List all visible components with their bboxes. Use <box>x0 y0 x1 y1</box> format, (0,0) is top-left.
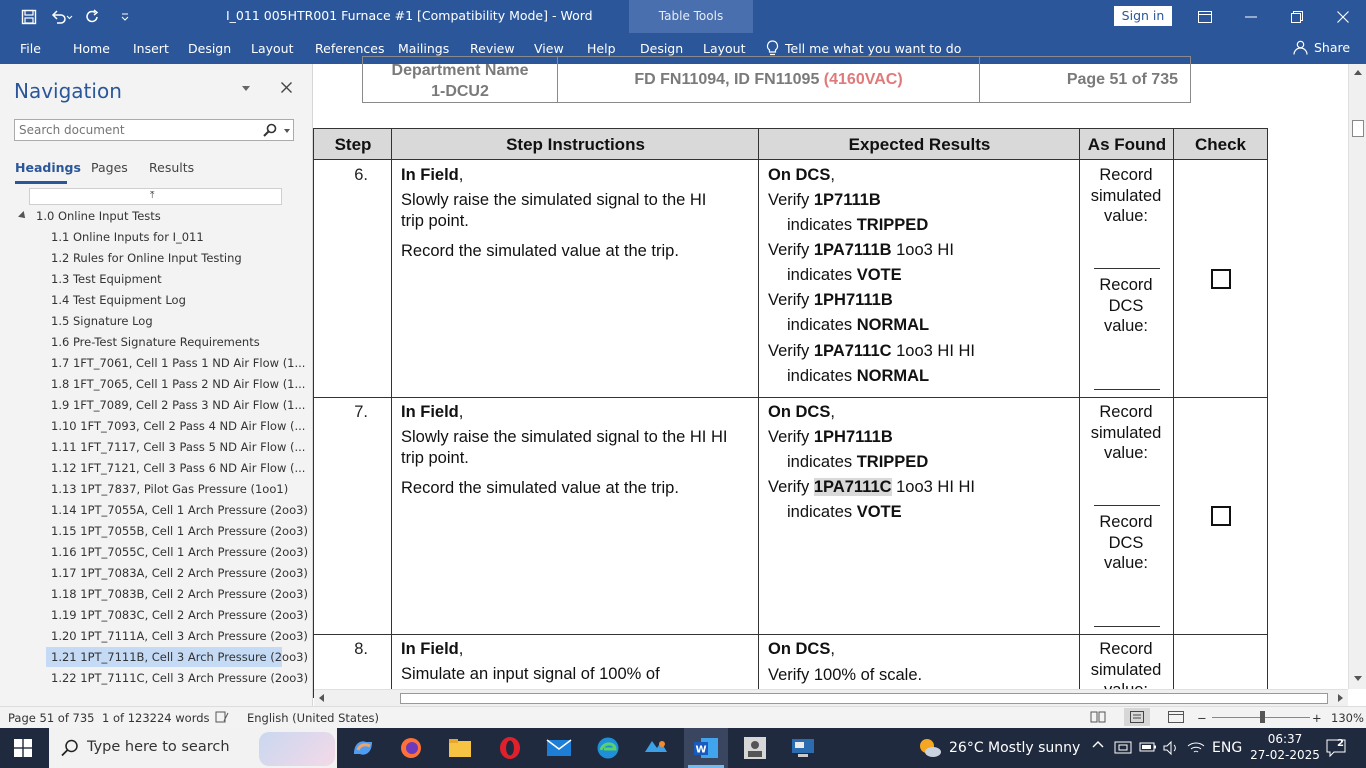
heading-item[interactable]: 1.8 1FT_7065, Cell 1 Pass 2 ND Air Flow (1... <box>51 377 306 391</box>
column-divider <box>758 129 759 699</box>
save-icon <box>21 9 37 25</box>
instruction-text: Slowly raise the simulated signal to the HI <box>401 191 707 209</box>
search-document-box <box>14 119 294 141</box>
dcs-value-field[interactable] <box>1094 626 1160 627</box>
verify-line: Verify 100% of scale. <box>768 666 923 684</box>
check-checkbox[interactable] <box>1211 269 1231 289</box>
sign-in-button[interactable]: Sign in <box>1114 6 1172 26</box>
instruction-text: Record the simulated value at the trip. <box>401 479 679 497</box>
zoom-slider-thumb[interactable] <box>1260 711 1265 723</box>
page-header-table <box>362 56 1191 103</box>
nav-tab-headings[interactable]: Headings <box>15 160 81 175</box>
taskbar-search-placeholder: Type here to search <box>87 739 230 755</box>
start-button[interactable] <box>14 739 32 760</box>
department-cell <box>363 57 558 102</box>
tab-review[interactable]: Review <box>470 41 515 56</box>
weather-text[interactable]: 26°C Mostly sunny <box>949 740 1081 756</box>
nav-tab-results[interactable]: Results <box>149 160 195 175</box>
print-layout-icon[interactable] <box>1124 708 1150 726</box>
verify-line: Verify 1PA7111C 1oo3 HI HI <box>768 478 976 496</box>
nav-tab-active-indicator <box>15 181 67 184</box>
on-dcs-label: On DCS, <box>768 403 835 421</box>
edge-taskbar-icon[interactable] <box>595 736 621 760</box>
word-taskbar-icon[interactable] <box>693 736 719 760</box>
tab-table-layout[interactable]: Layout <box>703 41 746 56</box>
lightbulb-icon <box>766 40 779 56</box>
col-header-check: Check <box>1174 129 1267 160</box>
column-divider <box>1173 129 1174 699</box>
simulated-value-field[interactable] <box>1094 505 1160 506</box>
document-title: I_011 005HTR001 Furnace #1 [Compatibility Mode] - Word <box>226 8 593 23</box>
record-simulated-label: Record simulated value: <box>1090 403 1162 462</box>
instruction-text: trip point. <box>401 212 469 230</box>
record-dcs-label: Record DCS value: <box>1099 276 1153 335</box>
indicates-line: indicates NORMAL <box>787 367 930 385</box>
instruction-text: Record the simulated value at the trip. <box>401 242 679 260</box>
heading-label: 1.0 Online Input Tests <box>36 209 161 223</box>
restore-button[interactable] <box>1274 0 1320 33</box>
in-field-label: In Field, <box>401 166 464 184</box>
network-device-icon[interactable] <box>1114 740 1132 760</box>
heading-item[interactable]: 1.13 1PT_7837, Pilot Gas Pressure (1oo1) <box>51 482 289 496</box>
heading-item[interactable]: 1.22 1PT_7111C, Cell 3 Arch Pressure (2oo3) <box>51 671 309 685</box>
vertical-scroll-thumb[interactable] <box>1352 120 1364 137</box>
mail-taskbar-icon[interactable] <box>546 736 572 760</box>
undo-icon <box>50 9 72 25</box>
heading-item[interactable]: 1.1 Online Inputs for I_011 <box>51 230 204 244</box>
person-icon <box>1293 40 1308 55</box>
heading-item[interactable]: 1.11 1FT_7117, Cell 3 Pass 5 ND Air Flow (... <box>51 440 306 454</box>
zoom-out-button[interactable]: − <box>1197 711 1207 725</box>
search-icon[interactable] <box>263 123 277 140</box>
heading-item[interactable]: 1.6 Pre-Test Signature Requirements <box>51 335 260 349</box>
heading-item[interactable]: 1.7 1FT_7061, Cell 1 Pass 1 ND Air Flow (1... <box>51 356 306 370</box>
heading-item[interactable]: 1.19 1PT_7083C, Cell 2 Arch Pressure (2oo3) <box>51 608 309 622</box>
verify-line: Verify 1PA7111B 1oo3 HI <box>768 241 954 259</box>
apps-taskbar-icon[interactable] <box>643 736 669 760</box>
step-number: 6. <box>354 166 368 184</box>
col-header-instructions: Step Instructions <box>392 129 759 160</box>
document-canvas[interactable] <box>314 64 1348 689</box>
heading-item[interactable]: 1.9 1FT_7089, Cell 2 Pass 3 ND Air Flow (1... <box>51 398 306 412</box>
clock-date[interactable]: 27-02-2025 <box>1250 748 1320 762</box>
redo-button[interactable] <box>77 0 109 33</box>
chevron-down-icon <box>120 12 130 22</box>
show-hidden-icons-button[interactable] <box>1091 737 1105 753</box>
on-dcs-label: On DCS, <box>768 166 835 184</box>
dcs-value-field[interactable] <box>1094 389 1160 390</box>
horizontal-scrollbar[interactable] <box>314 689 1348 706</box>
page-count[interactable]: Page 51 of 735 <box>8 711 95 725</box>
web-layout-icon[interactable] <box>1168 710 1184 727</box>
svg-text:W: W <box>695 744 707 756</box>
indicates-line: indicates VOTE <box>787 503 902 521</box>
language-indicator[interactable]: English (United States) <box>247 711 380 725</box>
opera-taskbar-icon[interactable] <box>497 736 523 760</box>
windows-taskbar <box>0 728 1366 768</box>
read-mode-icon[interactable] <box>1090 710 1106 727</box>
quick-access-toolbar <box>0 0 141 33</box>
heading-item[interactable]: 1.16 1PT_7055C, Cell 1 Arch Pressure (2oo3) <box>51 545 309 559</box>
simulated-value-field[interactable] <box>1094 268 1160 269</box>
record-simulated-label: Record simulated value: <box>1090 166 1162 225</box>
zoom-level[interactable]: 130% <box>1331 711 1364 725</box>
col-header-expected: Expected Results <box>759 129 1080 160</box>
tab-insert[interactable]: Insert <box>133 41 169 56</box>
firefox-taskbar-icon[interactable] <box>398 736 424 760</box>
record-simulated-label: Record simulated <box>1090 640 1162 679</box>
heading-item[interactable]: 1.4 Test Equipment Log <box>51 293 186 307</box>
in-field-label: In Field, <box>401 403 464 421</box>
col-header-step: Step <box>314 129 392 160</box>
customize-qat-button[interactable] <box>109 0 141 33</box>
save-button[interactable] <box>13 0 45 33</box>
share-label: Share <box>1314 40 1351 55</box>
department-unit: 1-DCU2 <box>431 83 489 100</box>
undo-button[interactable] <box>45 0 77 33</box>
indicates-line: indicates NORMAL <box>787 316 930 334</box>
heading-item[interactable]: 1.2 Rules for Online Input Testing <box>51 251 242 265</box>
search-highlight-image <box>259 732 335 766</box>
page-number-cell: Page 51 of 735 <box>1066 71 1178 88</box>
vertical-scrollbar[interactable] <box>1348 64 1366 689</box>
verify-line: Verify 1PA7111C 1oo3 HI HI <box>768 342 976 360</box>
close-window-button[interactable] <box>1320 0 1366 33</box>
record-dcs-label: Record DCS value: <box>1099 513 1153 572</box>
weather-icon[interactable] <box>918 737 942 759</box>
windows-logo-icon <box>14 739 32 757</box>
row-divider <box>314 634 1267 635</box>
search-icon <box>61 739 79 757</box>
collapse-up-icon: ⤒ <box>150 190 155 201</box>
tab-layout[interactable]: Layout <box>251 41 294 56</box>
heading-item[interactable]: 1.17 1PT_7083A, Cell 2 Arch Pressure (2oo3) <box>51 566 308 580</box>
instruction-text: trip point. <box>401 449 469 467</box>
heading-item[interactable]: 1.10 1FT_7093, Cell 2 Pass 4 ND Air Flow (... <box>51 419 306 433</box>
on-dcs-label: On DCS, <box>768 640 835 658</box>
tab-help[interactable]: Help <box>587 41 616 56</box>
department-name: Department Name <box>391 62 529 79</box>
file-explorer-taskbar-icon[interactable] <box>447 736 473 760</box>
input-language-indicator[interactable]: ENG <box>1212 740 1243 756</box>
indicates-line: indicates TRIPPED <box>787 216 929 234</box>
step-number: 7. <box>354 403 368 421</box>
share-button[interactable] <box>1293 40 1350 55</box>
notification-count-badge: 2 <box>1337 738 1344 749</box>
redo-icon <box>85 9 101 25</box>
navigation-options-dropdown[interactable] <box>242 86 250 91</box>
instruction-text: Simulate an input signal of 100% of <box>401 665 660 683</box>
scroll-down-icon[interactable] <box>1354 676 1362 681</box>
column-divider <box>391 129 392 699</box>
verify-line: Verify 1P7111B <box>768 191 881 209</box>
clock-time[interactable]: 06:37 <box>1267 732 1303 746</box>
step-number: 8. <box>354 640 368 658</box>
word-count[interactable]: 1 of 123224 words <box>102 711 210 725</box>
voltage-text: (4160VAC) <box>823 71 903 88</box>
row-divider <box>314 397 1267 398</box>
verify-line: Verify 1PH7111B <box>768 291 893 309</box>
remote-app-taskbar-icon[interactable] <box>790 736 816 760</box>
navigation-title: Navigation <box>14 79 122 103</box>
heading-item[interactable] <box>15 206 285 226</box>
restore-icon <box>1291 11 1303 23</box>
tab-mailings[interactable]: Mailings <box>398 41 450 56</box>
zoom-in-button[interactable]: + <box>1312 711 1322 725</box>
tab-design[interactable]: Design <box>188 41 232 56</box>
minimize-button[interactable] <box>1228 0 1274 33</box>
ribbon-display-icon <box>1198 11 1212 23</box>
heading-item[interactable]: 1.12 1FT_7121, Cell 3 Pass 6 ND Air Flow (... <box>51 461 306 475</box>
ribbon-display-options-button[interactable] <box>1182 0 1228 33</box>
heading-item[interactable]: 1.3 Test Equipment <box>51 272 162 286</box>
heading-item-selected[interactable]: 1.21 1PT_7111B, Cell 3 Arch Pressure (2oo3) <box>46 647 282 667</box>
contacts-taskbar-icon[interactable] <box>742 736 768 760</box>
wifi-icon[interactable] <box>1187 740 1205 760</box>
test-steps-table <box>313 128 1268 698</box>
indicates-line: indicates TRIPPED <box>787 453 929 471</box>
horizontal-scroll-thumb[interactable] <box>400 693 1328 704</box>
fd-id-text: FD FN11094, ID FN11095 <box>634 71 824 88</box>
tab-view[interactable]: View <box>534 41 564 56</box>
collapse-triangle-icon <box>18 211 28 221</box>
tell-me-label: Tell me what you want to do <box>785 40 962 56</box>
volume-icon[interactable] <box>1162 740 1180 760</box>
close-icon <box>281 82 292 93</box>
search-options-dropdown[interactable] <box>284 129 290 133</box>
heading-item[interactable]: 1.15 1PT_7055B, Cell 1 Arch Pressure (2oo3) <box>51 524 308 538</box>
tab-references[interactable]: References <box>315 41 385 56</box>
collapse-headings-bar[interactable] <box>29 188 282 205</box>
fd-id-cell <box>558 57 980 102</box>
scroll-right-icon[interactable] <box>1338 694 1343 702</box>
tab-file[interactable]: File <box>20 41 41 56</box>
scroll-left-icon[interactable] <box>319 694 324 702</box>
scroll-up-icon[interactable] <box>1354 70 1362 75</box>
check-checkbox[interactable] <box>1211 506 1231 526</box>
tab-home[interactable]: Home <box>73 41 110 56</box>
navigation-close-button[interactable] <box>281 78 292 97</box>
taskbar-search-box[interactable] <box>49 728 337 768</box>
table-tools-label: Table Tools <box>658 9 724 23</box>
heading-item[interactable]: 1.20 1PT_7111A, Cell 3 Arch Pressure (2oo3) <box>51 629 308 643</box>
heading-item[interactable]: 1.5 Signature Log <box>51 314 153 328</box>
heading-item[interactable]: 1.14 1PT_7055A, Cell 1 Arch Pressure (2oo3) <box>51 503 308 517</box>
search-document-input[interactable] <box>17 121 257 139</box>
battery-icon[interactable] <box>1139 740 1157 758</box>
status-bar <box>0 706 1366 728</box>
heading-item[interactable]: 1.18 1PT_7083B, Cell 2 Arch Pressure (2oo3) <box>51 587 308 601</box>
copilot-taskbar-icon[interactable] <box>350 736 376 760</box>
nav-tab-pages[interactable]: Pages <box>91 160 128 175</box>
tab-table-design[interactable]: Design <box>640 41 684 56</box>
verify-line: Verify 1PH7111B <box>768 428 893 446</box>
search-highlight: 1PA7111C <box>813 478 892 496</box>
instruction-text: Slowly raise the simulated signal to the HI HI <box>401 428 728 446</box>
indicates-line: indicates VOTE <box>787 266 902 284</box>
proofing-icon[interactable] <box>215 710 229 727</box>
close-icon <box>1337 11 1349 23</box>
navigation-pane <box>0 64 313 706</box>
in-field-label: In Field, <box>401 640 464 658</box>
minimize-icon <box>1245 16 1257 18</box>
col-header-as-found: As Found <box>1080 129 1174 160</box>
tell-me-search[interactable] <box>766 40 961 56</box>
